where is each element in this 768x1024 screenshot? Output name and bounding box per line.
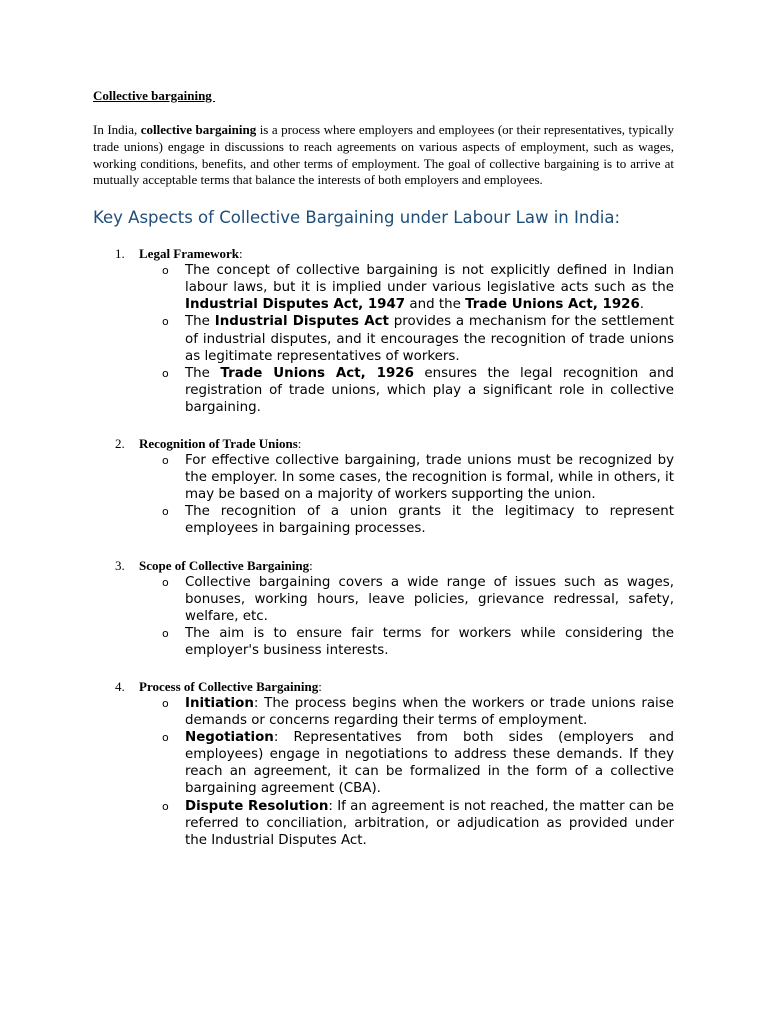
bullet-text: .	[639, 297, 645, 313]
bullet-circle-icon: o	[162, 264, 169, 278]
section-number: 3.	[115, 557, 125, 573]
bullet-circle-icon: o	[162, 799, 169, 813]
bullet-text: provides a mechanism for the settlement of industrial disputes, and it encourages the recognition of trade unions as legitimate representatives of workers.	[185, 314, 674, 364]
section-heading: Key Aspects of Collective Bargaining under Labour Law in India:	[93, 208, 621, 228]
bullet-item	[93, 365, 674, 416]
bullet-circle-icon: o	[162, 696, 169, 710]
bullet-circle-icon: o	[162, 626, 169, 640]
bullet-text: The	[185, 314, 215, 330]
intro-lead: In India,	[93, 122, 141, 137]
section-title-suffix: :	[309, 557, 313, 573]
list-item-section	[93, 245, 674, 416]
section-title: Legal Framework	[139, 246, 240, 262]
section-number: 4.	[115, 678, 125, 694]
section-title: Scope of Collective Bargaining	[139, 557, 310, 573]
bullet-item	[93, 452, 674, 503]
bullet-bold-text: Initiation	[185, 695, 254, 711]
bullet-item	[93, 729, 674, 797]
section-title-suffix: :	[239, 246, 243, 262]
bullet-item	[93, 625, 674, 659]
section-number: 1.	[115, 246, 125, 262]
bullet-item	[93, 574, 674, 625]
section-header	[93, 435, 674, 452]
bullet-list	[93, 695, 674, 849]
intro-paragraph	[93, 122, 674, 189]
bullet-bold-text: Negotiation	[185, 730, 274, 746]
section-title: Process of Collective Bargaining	[139, 678, 319, 694]
bullet-bold-text: Dispute Resolution	[185, 798, 329, 814]
bullet-item	[93, 503, 674, 537]
bullet-circle-icon: o	[162, 315, 169, 329]
document-title: Collective bargaining	[93, 88, 216, 103]
bullet-circle-icon: o	[162, 575, 169, 589]
bullet-item	[93, 313, 674, 364]
bullet-text: Collective bargaining covers a wide range of issues such as wages, bonuses, working hours, leave policies, grievance redressal, safety, welfare, etc.	[185, 574, 674, 624]
bullet-bold-text: Industrial Disputes Act, 1947	[185, 297, 406, 313]
bullet-circle-icon: o	[162, 366, 169, 380]
bullet-text: For effective collective bargaining, trade unions must be recognized by the employer. In some cases, the recognition is formal, while in others, it may be based on a majority of workers supporting the union.	[185, 453, 674, 503]
bullet-bold-text: Trade Unions Act, 1926	[465, 297, 640, 313]
bullet-text: and the	[405, 297, 466, 313]
list-item-section	[93, 435, 674, 537]
bullet-text: The concept of collective bargaining is not explicitly defined in Indian labour laws, but it is implied under various legislative acts such as the	[185, 263, 674, 296]
bullet-list	[93, 574, 674, 659]
document-page	[93, 88, 674, 868]
bullet-bold-text: Industrial Disputes Act	[214, 314, 389, 330]
bullet-text: ensures the legal recognition and registration of trade unions, which play a significant role in collective bargaining.	[185, 365, 674, 415]
section-header	[93, 245, 674, 262]
section-header	[93, 557, 674, 574]
section-number: 2.	[115, 436, 125, 452]
list-item-section	[93, 557, 674, 659]
bullet-text: : If an agreement is not reached, the matter can be referred to conciliation, arbitration, or adjudication as provided under the Industrial Disputes Act.	[185, 798, 674, 848]
bullet-text: : The process begins when the workers or trade unions raise demands or concerns regarding their terms of employment.	[185, 695, 674, 729]
section-header	[93, 678, 674, 695]
bullet-circle-icon: o	[162, 731, 169, 745]
bullet-circle-icon: o	[162, 454, 169, 468]
bullet-item	[93, 798, 674, 849]
list-item-section	[93, 678, 674, 849]
section-title: Recognition of Trade Unions	[139, 436, 298, 452]
bullet-text: The aim is to ensure fair terms for workers while considering the employer's business interests.	[185, 625, 674, 658]
intro-rest: is a process where employers and employees (or their representatives, typically trade unions) engage in discussions to reach agreements on various aspects of employment, such as wages, working conditions, benefits, and other terms of employment. The goal of collective bargaining is to arrive at mutually acceptable terms that balance the interests of both employers and employees.	[93, 122, 674, 188]
bullet-list	[93, 452, 674, 537]
section-title-suffix: :	[297, 436, 302, 452]
bullet-text: : Representatives from both sides (employers and employees) engage in negotiations to address these demands. If they reach an agreement, it can be formalized in the form of a collective bargaining agreement (CBA).	[185, 730, 674, 797]
bullet-circle-icon: o	[162, 505, 169, 519]
bullet-text: The recognition of a union grants it the legitimacy to represent employees in bargaining processes.	[185, 504, 674, 537]
bullet-item	[93, 262, 674, 313]
bullet-item	[93, 695, 674, 729]
bullet-bold-text: Trade Unions Act, 1926	[220, 365, 414, 381]
intro-term: collective bargaining	[140, 122, 257, 137]
bullet-text: The	[185, 365, 221, 381]
bullet-list	[93, 262, 674, 416]
section-title-suffix: :	[318, 678, 322, 694]
key-aspects-list	[93, 245, 674, 849]
